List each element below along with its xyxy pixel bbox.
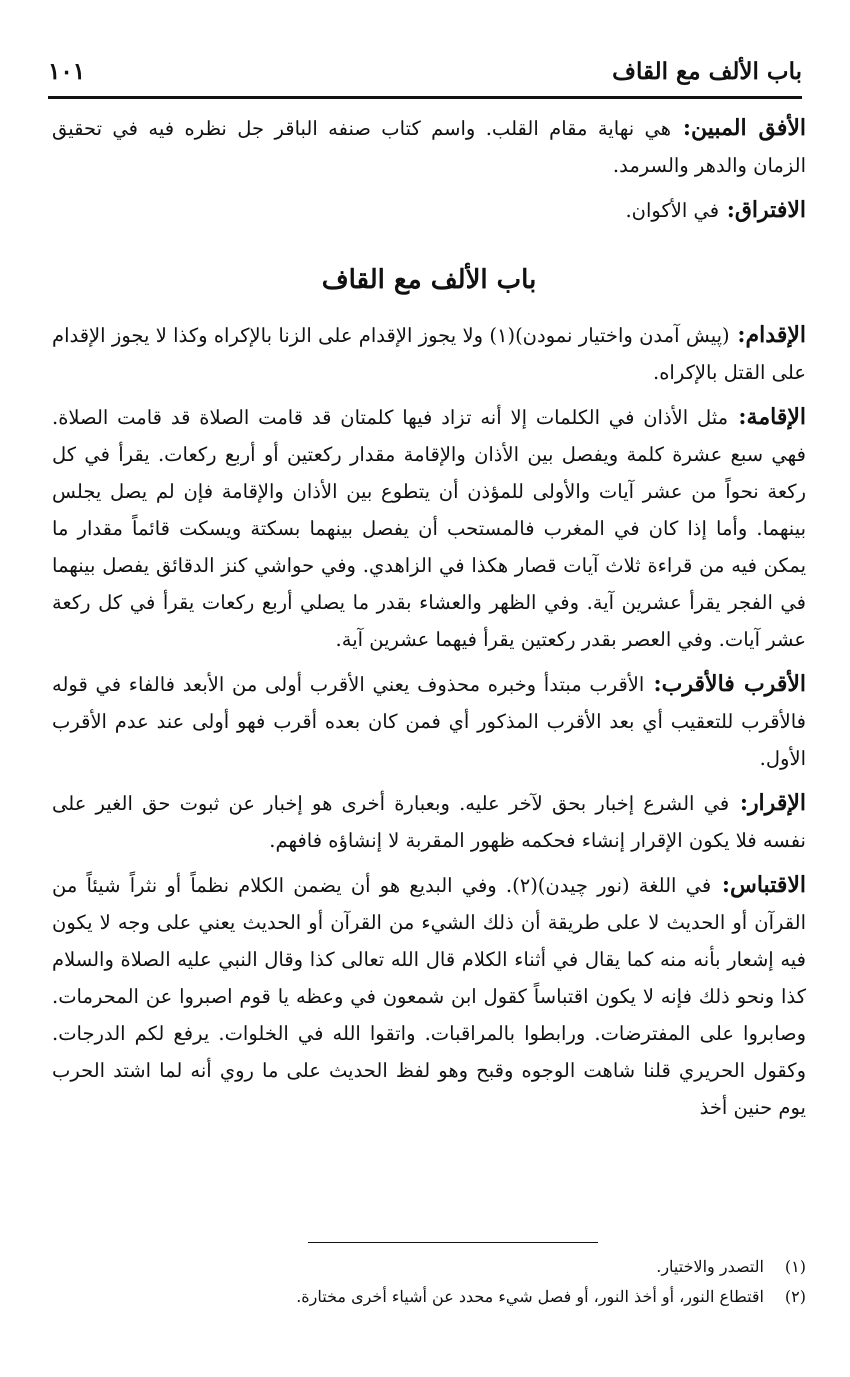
- entry-term: الإقرار: [747, 790, 806, 816]
- footnote: [52, 1252, 806, 1282]
- entry-definition: الأقرب مبتدأ وخبره محذوف يعني الأقرب أولى من الأبعد فالفاء في قوله فالأقرب للتعقيب أي بعد الأقرب المذكور أي فمن كان بعده أقرب فهو أولى عند عدم الأقرب الأول.: [52, 673, 806, 770]
- entry-term: الافتراق: [734, 197, 806, 223]
- page-number: ١٠١: [48, 58, 86, 85]
- entry-paragraph: الإقرار: في الشرع إخبار بحق لآخر عليه. وبعبارة أخرى هو إخبار عن ثبوت حق الغير على نفسه فلا يكون الإقرار إنشاء فحكمه ظهور المقربة لا إنشاؤه فافهم.: [52, 790, 806, 852]
- footnote-separator: [308, 1242, 598, 1243]
- entry-definition: هي نهاية مقام القلب. واسم كتاب صنفه الباقر جل نظره فيه في تحقيق الزمان والدهر والسرمد.: [52, 117, 806, 177]
- entry-paragraph: الافتراق: في الأكوان.: [625, 197, 806, 223]
- entry-term: الأقرب فالأقرب: [661, 671, 806, 697]
- entry-paragraph: الإقدام: (پيش آمدن واختيار نمودن)(١) ولا يجوز الإقدام على الزنا بالإكراه وكذا لا يجوز الإقدام على القتل بالإكراه.: [52, 322, 807, 384]
- footnote-number: (١): [784, 1257, 806, 1276]
- footnote-number: (٢): [784, 1287, 806, 1306]
- footnote: [52, 1282, 806, 1312]
- entry-term: الأفق المبين: [691, 115, 806, 141]
- main-text: [52, 110, 806, 1126]
- entry-definition: (پيش آمدن واختيار نمودن)(١) ولا يجوز الإقدام على الزنا بالإكراه وكذا لا يجوز الإقدام على القتل بالإكراه.: [52, 324, 806, 384]
- entry-paragraph: الاقتباس: في اللغة (نور چيدن)(٢). وفي البديع هو أن يضمن الكلام نظماً أو نثراً شيئاً من القرآن أو الحديث لا على طريقة أن ذلك الشيء من القرآن أو الحديث يعني على وجه لا يكون فيه إشعار بأنه منه كما يقال في أثناء الكلام قال الله تعالى كذا وقال النبي عليه الصلاة والسلام كذا ونحو ذلك فإنه لا يكون اقتباساً كقول ابن شمعون في وعظه يا قوم اصبروا عن المحرمات. وصابروا على المفترضات. ورابطوا بالمراقبات. واتقوا الله في الخلوات. يرفع لكم الدرجات. وكقول الحريري قلنا شاهت الوجوه وقبح وهو لفظ الحديث على ما روي أنه لما اشتد الحرب يوم حنين أخذ: [52, 872, 807, 1119]
- chapter-heading: باب الألف مع القاف: [321, 265, 537, 295]
- entry-paragraph: الأفق المبين: هي نهاية مقام القلب. واسم كتاب صنفه الباقر جل نظره فيه في تحقيق الزمان والدهر والسرمد.: [52, 115, 806, 177]
- entry-paragraph: الأقرب فالأقرب: الأقرب مبتدأ وخبره محذوف يعني الأقرب أولى من الأبعد فالفاء في قوله فالأقرب للتعقيب أي بعد الأقرب المذكور أي فمن كان بعده أقرب فهو أولى عند عدم الأقرب الأول.: [52, 671, 806, 770]
- entry-definition: في الشرع إخبار بحق لآخر عليه. وبعبارة أخرى هو إخبار عن ثبوت حق الغير على نفسه فلا يكون الإقرار إنشاء فحكمه ظهور المقربة لا إنشاؤه فافهم.: [52, 792, 806, 852]
- entry-term: الاقتباس: [730, 872, 807, 898]
- entry-definition: في الأكوان.: [625, 199, 720, 222]
- entry-term: الإقامة: [746, 404, 806, 430]
- footnote-text: اقتطاع النور، أو أخذ النور، أو فصل شيء محدد عن أشياء أخرى مختارة.: [296, 1287, 764, 1306]
- footnote-text: التصدر والاختيار.: [656, 1257, 764, 1276]
- footnotes: [52, 1252, 806, 1312]
- running-header-title: باب الألف مع القاف: [612, 58, 802, 85]
- entry-definition: في اللغة (نور چيدن)(٢). وفي البديع هو أن يضمن الكلام نظماً أو نثراً شيئاً من القرآن أو الحديث لا على طريقة أن ذلك الشيء من القرآن أو الحديث يعني على وجه لا يكون فيه إشعار بأنه منه كما يقال في أثناء الكلام قال الله تعالى كذا وقال النبي عليه الصلاة والسلام كذا ونحو ذلك فإنه لا يكون اقتباساً كقول ابن شمعون في وعظه يا قوم اصبروا عن المحرمات. وصابروا على المفترضات. ورابطوا بالمراقبات. واتقوا الله في الخلوات. يرفع لكم الدرجات. وكقول الحريري قلنا شاهت الوجوه وقبح وهو لفظ الحديث على ما روي أنه لما اشتد الحرب يوم حنين أخذ: [52, 874, 806, 1119]
- entry-definition: مثل الأذان في الكلمات إلا أنه تزاد فيها كلمتان قد قامت الصلاة قد قامت الصلاة. فهي سبع عشرة كلمة ويفصل بين الأذان والإقامة مقدار ركعتين أو أربع ركعات. يقرأ في كل ركعة نحواً من عشر آيات والأولى للمؤذن أن يتطوع بين الأذان والإقامة فإن لم يصل يجلس بينهما. وأما إذا كان في المغرب فالمستحب أن يفصل بينهما بسكتة ويسكت قائماً مقدار ما يمكن فيه من قراءة ثلاث آيات قصار هكذا في الزاهدي. وفي حواشي كنز الدقائق يفصل بينهما في الفجر يقرأ عشرين آية. وفي الظهر والعشاء بقدر ما يصلي أربع ركعات يقرأ في كل ركعة عشر آيات. وفي العصر بقدر ركعتين يقرأ فيهما عشرين آية.: [52, 406, 806, 651]
- entry-term: الإقدام: [745, 322, 807, 348]
- entry-paragraph: الإقامة: مثل الأذان في الكلمات إلا أنه تزاد فيها كلمتان قد قامت الصلاة قد قامت الصلاة. فهي سبع عشرة كلمة ويفصل بين الأذان والإقامة مقدار ركعتين أو أربع ركعات. يقرأ في كل ركعة نحواً من عشر آيات والأولى للمؤذن أن يتطوع بين الأذان والإقامة فإن لم يصل يجلس بينهما. وأما إذا كان في المغرب فالمستحب أن يفصل بينهما بسكتة ويسكت قائماً مقدار ما يمكن فيه من قراءة ثلاث آيات قصار هكذا في الزاهدي. وفي حواشي كنز الدقائق يفصل بينهما في الفجر يقرأ عشرين آية. وفي الظهر والعشاء بقدر ما يصلي أربع ركعات يقرأ في كل ركعة عشر آيات. وفي العصر بقدر ركعتين يقرأ فيهما عشرين آية.: [52, 404, 806, 651]
- running-header: [48, 52, 802, 99]
